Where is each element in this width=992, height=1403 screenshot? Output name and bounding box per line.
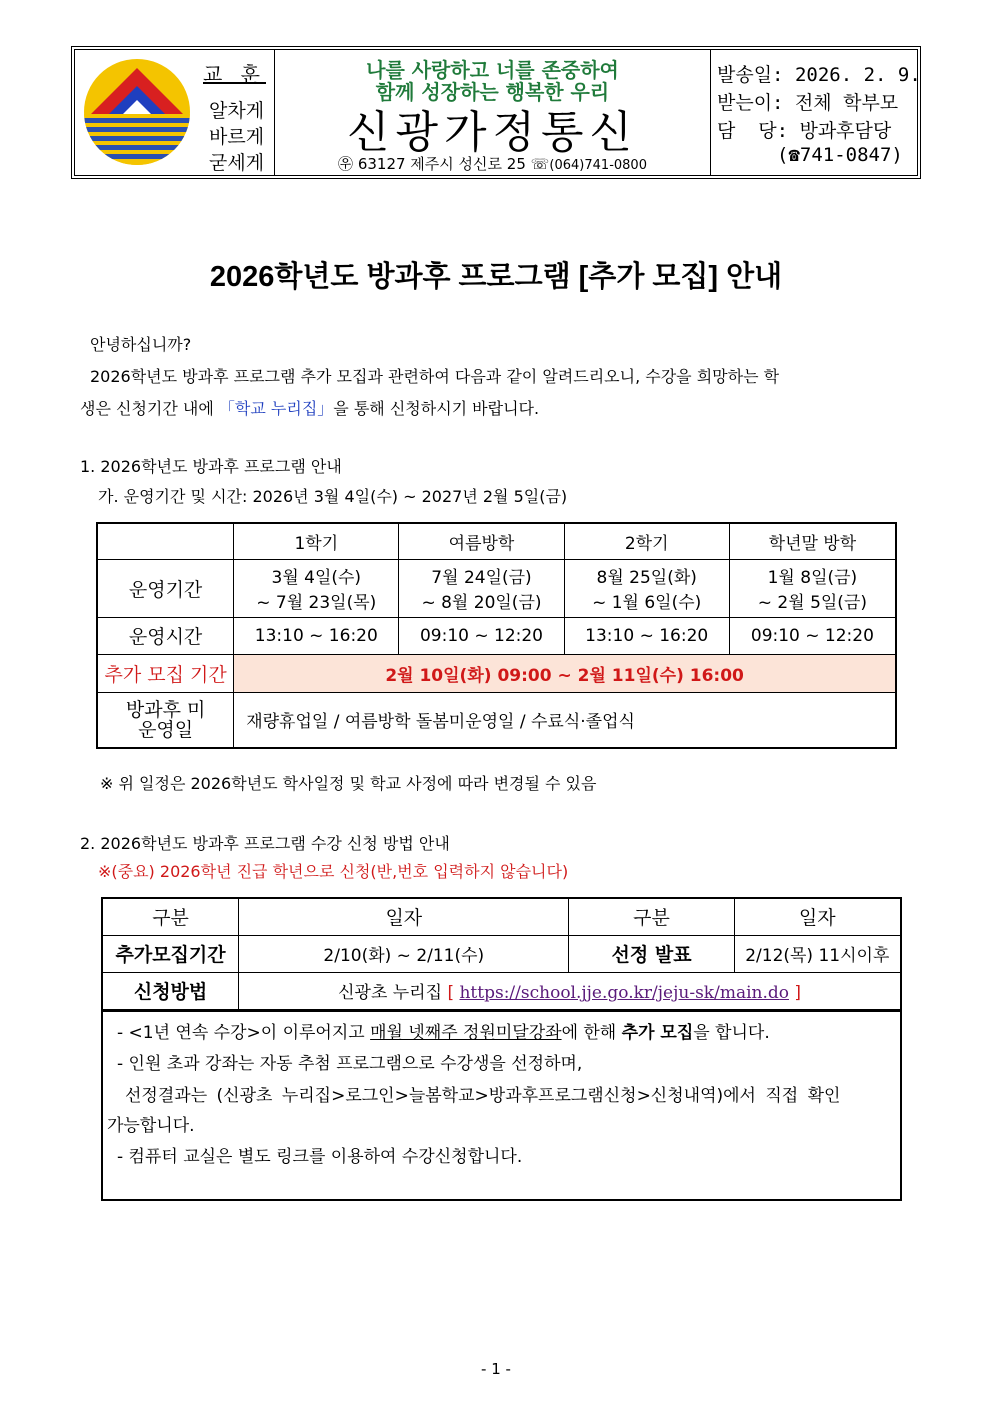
postal-mark-icon: ㉾ (338, 155, 354, 173)
period-cell (234, 559, 399, 617)
table-row (102, 972, 901, 1010)
motto-line-1: 알차게 (209, 100, 265, 122)
note-line-4: 가능합니다. (107, 1116, 195, 1136)
col-header: 학년말 방학 (729, 523, 896, 559)
period-end: ~ 8월 20일(금) (421, 593, 542, 613)
period-end: ~ 1월 6일(수) (592, 593, 702, 613)
issue-date: 발송일: 2026. 2. 9. (717, 64, 921, 86)
intro-line-2 (80, 396, 539, 419)
row-header: 추가모집기간 (102, 935, 239, 972)
bracket-close: ] (794, 983, 802, 1004)
note-line-3: 선정결과는 (신광초 누리집>로그인>늘봄학교>방과후프로그램신청>신청내역)에서 직접 확인 (125, 1086, 841, 1106)
row-header: 운영시간 (97, 617, 234, 654)
note-line-5: - 컴퓨터 교실은 별도 링크를 이용하여 수강신청합니다. (117, 1147, 523, 1167)
intro-text-a: 생은 신청기간 내에 (80, 399, 219, 418)
note-text: 에 한해 (561, 1023, 622, 1043)
greeting: 안녕하십니까? (90, 335, 192, 354)
row-header: 운영기간 (97, 559, 234, 617)
slogan-line-1: 나를 사랑하고 너를 존중하여 (366, 58, 619, 82)
school-url-link[interactable]: https://school.jje.go.kr/jeju-sk/main.do (459, 983, 789, 1004)
extra-period-value: 2/10(화) ~ 2/11(수) (239, 935, 569, 972)
period-end: ~ 2월 5일(금) (757, 593, 867, 613)
time-cell: 09:10 ~ 12:20 (399, 617, 564, 654)
document-title: 2026학년도 방과후 프로그램 [추가 모집] 안내 (209, 261, 783, 293)
col-header: 구분 (569, 898, 734, 935)
school-site-link[interactable]: 「학교 누리집」 (218, 399, 334, 418)
motto-title: 교 훈 (203, 62, 266, 86)
method-prefix: 신광초 누리집 (338, 983, 443, 1004)
period-start: 1월 8일(금) (767, 568, 858, 588)
row-header: 신청방법 (102, 972, 239, 1010)
table-row (97, 692, 896, 748)
table-corner (97, 523, 234, 559)
schedule-table (96, 522, 897, 749)
col-header: 일자 (734, 898, 901, 935)
note-underline: 매월 넷째주 정원미달강좌 (370, 1023, 562, 1043)
note-line-1 (117, 1018, 770, 1043)
period-end: ~ 7월 23일(목) (256, 593, 377, 613)
page-number: - 1 - (481, 1360, 511, 1378)
period-start: 3월 4일(수) (271, 568, 362, 588)
issue-info-cell (711, 50, 921, 175)
period-start: 8월 25일(화) (596, 568, 697, 588)
recipient: 받는이: 전체 학부모 (717, 92, 899, 114)
note-text: 을 합니다. (693, 1023, 770, 1043)
bracket-open: [ (447, 983, 455, 1004)
intro-text-b: 을 통해 신청하시기 바랍니다. (333, 399, 540, 418)
row-header-extra: 추가 모집 기간 (97, 654, 234, 692)
slogan-line-2: 함께 성장하는 행복한 우리 (375, 80, 610, 104)
note-line-2: - 인원 초과 강좌는 자동 추첨 프로그램으로 수강생을 선정하며, (117, 1054, 583, 1074)
col-header: 1학기 (234, 523, 399, 559)
schedule-note: ※ 위 일정은 2026학년도 학사일정 및 학교 사정에 따라 변경될 수 있음 (100, 774, 597, 793)
table-row (102, 898, 901, 935)
period-start: 7월 24일(금) (431, 568, 532, 588)
intro-line-1: 2026학년도 방과후 프로그램 추가 모집과 관련하여 다음과 같이 알려드리오니, 수강을 희망하는 학 (90, 367, 780, 386)
off-days-cell: 재량휴업일 / 여름방학 돌봄미운영일 / 수료식·졸업식 (234, 692, 896, 748)
row-header: 선정 발표 (569, 935, 734, 972)
period-cell (729, 559, 896, 617)
time-cell: 13:10 ~ 16:20 (564, 617, 729, 654)
period-cell (564, 559, 729, 617)
method-cell (239, 972, 901, 1010)
note-text: - <1년 연속 수강>이 이루어지고 (117, 1023, 371, 1043)
period-cell (399, 559, 564, 617)
row-header (97, 692, 234, 748)
time-cell: 09:10 ~ 12:20 (729, 617, 896, 654)
section1-sub: 가. 운영기간 및 시간: 2026년 3월 4일(수) ~ 2027년 2월 5일(금) (98, 487, 568, 506)
section2-heading: 2. 2026학년도 방과후 프로그램 수강 신청 방법 안내 (80, 834, 450, 853)
newsletter-title: 신광가정통신 (346, 107, 639, 158)
important-note: ※(중요) 2026학년 진급 학년으로 신청(반,번호 입력하지 않습니다) (98, 862, 569, 881)
motto-line-2: 바르게 (209, 126, 265, 148)
motto-line-3: 굳세게 (209, 152, 265, 174)
announce-value: 2/12(목) 11시이후 (734, 935, 901, 972)
col-header: 2학기 (564, 523, 729, 559)
person-in-charge: 담 당: 방과후담당 (717, 120, 892, 142)
phone-text: (064)741-0800 (549, 158, 647, 173)
col-header: 구분 (102, 898, 239, 935)
table-row (97, 559, 896, 617)
table-row (97, 523, 896, 559)
title-cell (275, 50, 711, 175)
table-row (102, 935, 901, 972)
col-header: 일자 (239, 898, 569, 935)
address-text: 63127 제주시 성신로 25 (357, 155, 526, 173)
phone-icon: ☏ (530, 155, 550, 173)
newsletter-header (71, 46, 921, 179)
address-line (275, 153, 710, 174)
school-emblem-icon (81, 56, 193, 168)
row-header-line: 방과후 미 (125, 698, 206, 721)
table-row (97, 617, 896, 654)
row-header-line: 운영일 (138, 718, 194, 741)
col-header: 여름방학 (399, 523, 564, 559)
table-row (97, 654, 896, 692)
note-bold: 추가 모집 (621, 1023, 694, 1043)
notes-box (101, 1011, 902, 1201)
extra-period-cell: 2월 10일(화) 09:00 ~ 2월 11일(수) 16:00 (234, 654, 896, 692)
section1-heading: 1. 2026학년도 방과후 프로그램 안내 (80, 457, 342, 476)
person-phone: (☎741-0847) (777, 144, 903, 166)
motto-cell (75, 50, 275, 175)
time-cell: 13:10 ~ 16:20 (234, 617, 399, 654)
application-table (101, 897, 902, 1011)
